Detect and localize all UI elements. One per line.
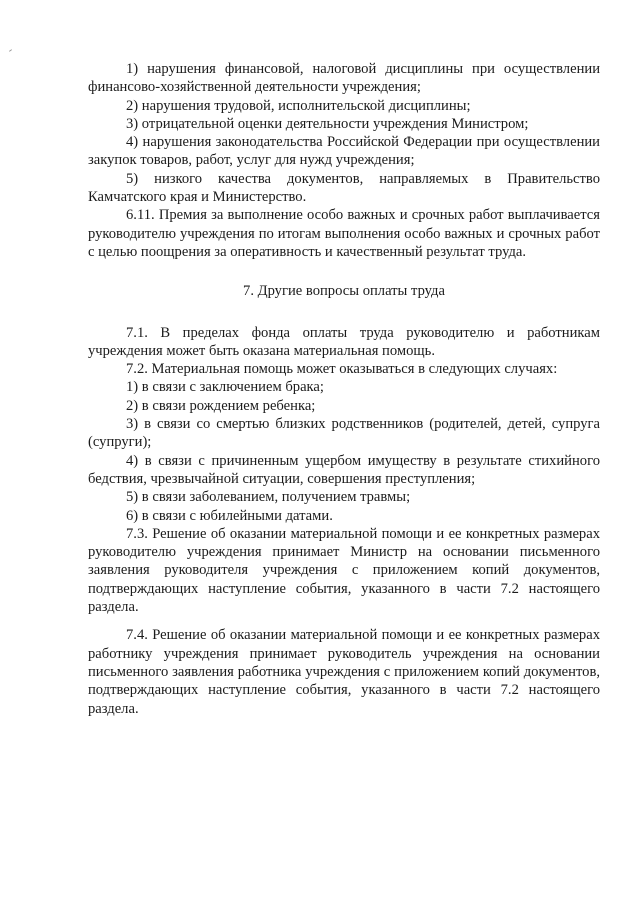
list-item: 1) нарушения финансовой, налоговой дисциплины при осуществлении финансово-хозяйственной деятельности учреждения; [88, 61, 600, 96]
list-item: 5) в связи заболеванием, получением травмы; [126, 489, 411, 506]
list-item: 2) в связи рождением ребенка; [126, 397, 316, 414]
paragraph-7-1: 7.1. В пределах фонда оплаты труда руководителю и работникам учреждения может быть оказана материальная помощь. [88, 324, 600, 359]
paragraph-7-2: 7.2. Материальная помощь может оказываться в следующих случаях: [126, 361, 558, 378]
paragraph-6-11: 6.11. Премия за выполнение особо важных и срочных работ выплачивается руководителю учреждения по итогам выполнения особо важных и срочных работ с целью поощрения за оперативность и качественный результат труда. [88, 207, 600, 260]
paragraph-7-3: 7.3. Решение об оказании материальной помощи и ее конкретных размерах руководителю учреждения принимает Министр на основании письменного заявления руководителя учреждения с приложением копий документов, подтверждающих наступление события, указанного в части 7.2 настоящего раздела. [88, 525, 600, 616]
document-body [88, 60, 600, 718]
list-item: 1) в связи с заключением брака; [126, 379, 324, 396]
section-title: 7. Другие вопросы оплаты труда [243, 283, 445, 300]
list-item: 4) нарушения законодательства Российской Федерации при осуществлении закупок товаров, работ, услуг для нужд учреждения; [88, 134, 600, 169]
list-item: 2) нарушения трудовой, исполнительской дисциплины; [126, 97, 471, 114]
list-item: 4) в связи с причиненным ущербом имуществу в результате стихийного бедствия, чрезвычайной ситуации, совершения преступления; [88, 452, 600, 487]
list-item: 6) в связи с юбилейными датами. [126, 507, 333, 524]
paragraph-7-4: 7.4. Решение об оказании материальной помощи и ее конкретных размерах работнику учреждения принимает руководитель учреждения на основании письменного заявления работника учреждения с приложением копий документов, подтверждающих наступление события, указанного в части 7.2 настоящего раздела. [88, 627, 600, 717]
list-item: 3) в связи со смертью близких родственников (родителей, детей, супруга (супруги); [88, 416, 600, 451]
scan-artifact-mark [9, 49, 12, 52]
list-item: 5) низкого качества документов, направляемых в Правительство Камчатского края и Министерство. [88, 170, 600, 206]
list-item: 3) отрицательной оценки деятельности учреждения Министром; [126, 115, 529, 132]
